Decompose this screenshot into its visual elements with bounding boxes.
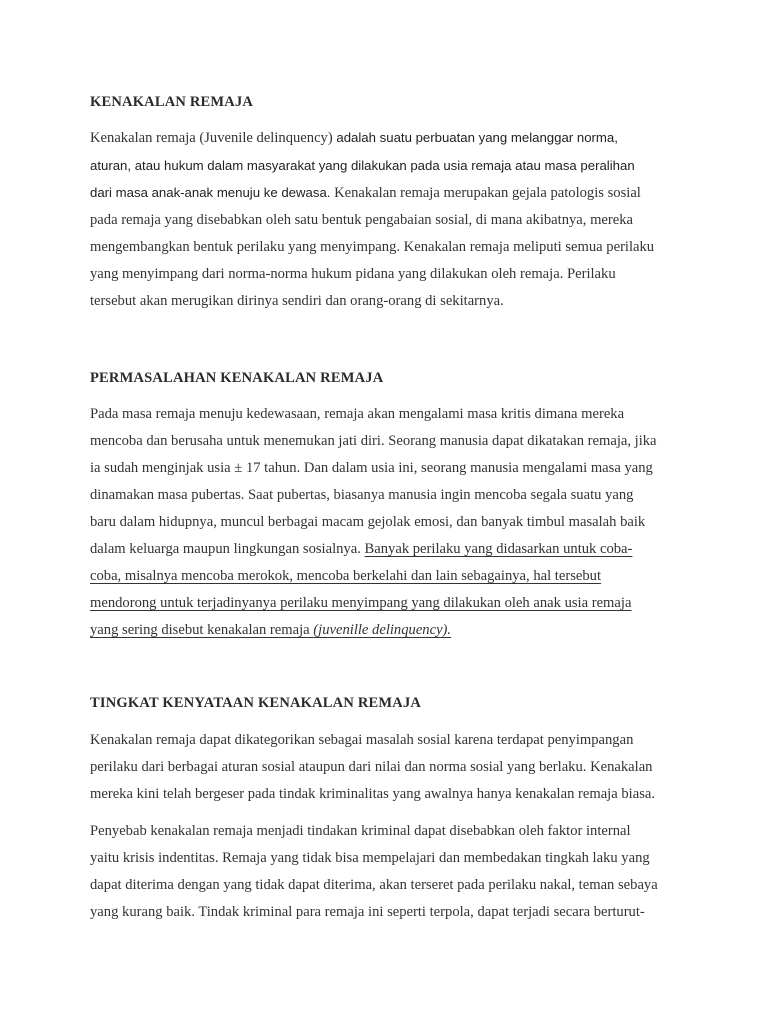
text-line: pada remaja yang disebabkan oleh satu bentuk pengabaian sosial, di mana akibatnya, mereka: [90, 212, 634, 228]
text-line: aturan, atau hukum dalam masyarakat yang dilakukan pada usia remaja atau masa peralihan: [90, 158, 635, 173]
paragraph-definition: [90, 124, 680, 315]
text-line: Pada masa remaja menuju kedewasaan, remaja akan mengalami masa kritis dimana mereka: [90, 406, 625, 422]
paragraph-penyebab: [90, 818, 680, 926]
text-line: dalam keluarga maupun lingkungan sosialnya. Banyak perilaku yang didasarkan untuk coba-: [90, 541, 633, 557]
heading-tingkat-kenyataan: TINGKAT KENYATAAN KENAKALAN REMAJA: [90, 695, 422, 711]
text-line: ia sudah menginjak usia ± 17 tahun. Dan dalam usia ini, seorang manusia mengalami masa yang: [90, 460, 653, 476]
text-line: dapat diterima dengan yang tidak dapat diterima, akan terseret pada perilaku nakal, teman sebaya: [90, 877, 658, 893]
text-line: Penyebab kenakalan remaja menjadi tindakan kriminal dapat disebabkan oleh faktor internal: [90, 823, 631, 839]
text-line: Kenakalan remaja (Juvenile delinquency) adalah suatu perbuatan yang melanggar norma,: [90, 130, 618, 146]
heading-kenakalan-remaja: KENAKALAN REMAJA: [90, 94, 254, 110]
text-line: dinamakan masa pubertas. Saat pubertas, biasanya manusia ingin mencoba segala suatu yang: [90, 487, 634, 503]
text-line: baru dalam hidupnya, muncul berbagai macam gejolak emosi, dan banyak timbul masalah baik: [90, 514, 646, 530]
text-line: Kenakalan remaja dapat dikategorikan sebagai masalah sosial karena terdapat penyimpangan: [90, 732, 634, 748]
text-line: yang menyimpang dari norma-norma hukum pidana yang dilakukan oleh remaja. Perilaku: [90, 266, 616, 282]
paragraph-permasalahan: [90, 401, 680, 644]
underlined-text: Banyak perilaku yang didasarkan untuk coba-: [364, 541, 633, 557]
underlined-italic-text: (juvenille delinquency).: [313, 622, 452, 638]
text-line: yang kurang baik. Tindak kriminal para remaja ini seperti terpola, dapat terjadi secara berturut-: [90, 904, 645, 920]
heading-permasalahan: PERMASALAHAN KENAKALAN REMAJA: [90, 370, 384, 386]
underlined-text: coba, misalnya mencoba merokok, mencoba berkelahi dan lain sebagainya, hal tersebut: [90, 568, 601, 584]
text-line: tersebut akan merugikan dirinya sendiri dan orang-orang di sekitarnya.: [90, 293, 504, 309]
text-line: [90, 617, 680, 644]
text-line: dari masa anak-anak menuju ke dewasa. Kenakalan remaja merupakan gejala patologis sosial: [90, 185, 641, 201]
text-line: yaitu krisis indentitas. Remaja yang tidak bisa mempelajari dan membedakan tingkah laku yang: [90, 850, 650, 866]
text-line: mereka kini telah bergeser pada tindak kriminalitas yang awalnya hanya kenakalan remaja biasa.: [90, 786, 656, 802]
paragraph-kategori: [90, 727, 680, 808]
text-line: mengembangkan bentuk perilaku yang menyimpang. Kenakalan remaja meliputi semua perilaku: [90, 239, 655, 255]
underlined-text: mendorong untuk terjadinyanya perilaku menyimpang yang dilakukan oleh anak usia remaja: [90, 595, 632, 611]
underlined-text: yang sering disebut kenakalan remaja: [90, 622, 314, 638]
text-line: mencoba dan berusaha untuk menemukan jati diri. Seorang manusia dapat dikatakan remaja, jika: [90, 433, 657, 449]
text-line: perilaku dari berbagai aturan sosial ataupun dari nilai dan norma sosial yang berlaku. Kenakalan: [90, 759, 653, 775]
